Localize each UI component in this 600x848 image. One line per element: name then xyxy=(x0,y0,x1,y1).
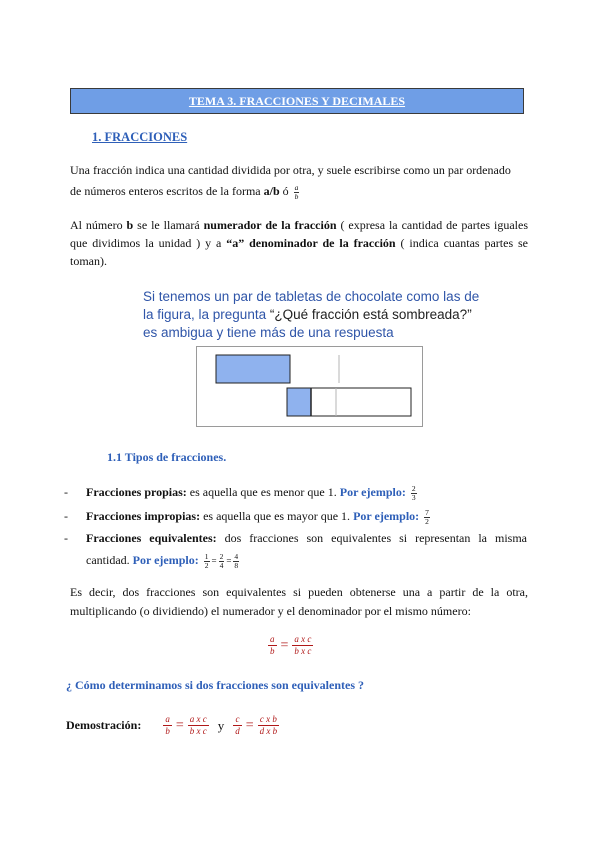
subsection-heading: 1.1 Tipos de fracciones. xyxy=(107,450,227,464)
demonstration: Demostración: $\frac{a}{b}$ = $\frac{\text{a x c}}{\text{b x c}}$ y $\frac{c}{d}$ = $\frac{\text{c x b}}{\text{d x b}}$ xyxy=(66,714,278,736)
form-ab: a/b xyxy=(263,184,280,198)
page-title: TEMA 3. FRACCIONES Y DECIMALES xyxy=(188,94,406,108)
fraction-a-b: $\frac{a}{b}$ xyxy=(294,182,299,201)
fraction-1-2: $\frac{1}{2}$ xyxy=(204,551,209,570)
definition-text: de números enteros escritos de la forma xyxy=(70,184,264,198)
top-bar-shaded xyxy=(216,355,290,383)
list-item-impropias: - Fracciones impropias: es aquella que es mayor que 1. Por ejemplo: $\frac{7}{2}$ xyxy=(64,507,429,526)
definition-line-1: Una fracción indica una cantidad dividida por otra, y suele escribirse como un par ordenado xyxy=(70,163,511,177)
fraction-2-4: $\frac{2}{4}$ xyxy=(219,551,224,570)
section-heading: 1. FRACCIONES xyxy=(92,130,188,144)
definition-line-2 xyxy=(70,181,530,202)
equivalence-formula: $\frac{a}{b}$ = $\frac{\text{a x c}}{\text{b x c}}$ xyxy=(270,634,312,656)
numerator-paragraph: Al número b se le llamará numerador de la fracción ( expresa la cantidad de partes iguales que dividimos la unidad ) y a “a” denominador de la fracción ( indica cuantas partes se toman). xyxy=(70,218,529,268)
list-item-equivalentes: - Fracciones equivalentes: dos fracciones son equivalentes si representan la misma cantidad. Por ejemplo: $\frac{1}{2}$ = $\frac{2}{4}$ = $\frac{4}{8}$ xyxy=(64,531,527,570)
chocolate-callout xyxy=(143,288,503,342)
list-item-propias: - Fracciones propias: es aquella que es menor que 1. Por ejemplo: $\frac{2}{3}$ xyxy=(64,483,416,502)
or-text: ó xyxy=(279,184,292,198)
callout-line-2: la figura, la pregunta “¿Qué fracción está sombreada?” xyxy=(143,307,472,322)
callout-line-3: es ambigua y tiene más de una respuesta xyxy=(143,325,394,340)
fraction-2-3: $\frac{2}{3}$ xyxy=(411,483,416,502)
chocolate-bars-figure xyxy=(196,346,426,428)
callout-question: “¿Qué fracción está sombreada?” xyxy=(269,307,472,322)
question-heading: ¿ Cómo determinamos si dos fracciones son equivalentes ? xyxy=(66,678,364,692)
conjunction-y: y xyxy=(217,717,225,733)
bottom-bar-shaded xyxy=(287,388,311,416)
definition-paragraph xyxy=(70,160,530,202)
title-bar xyxy=(70,88,524,114)
equivalence-paragraph: Es decir, dos fracciones son equivalentes si pueden obtenerse una a partir de la otra, multiplicando (o dividiendo) el numerador y el denominador por el mismo número: xyxy=(70,585,528,618)
callout-line-1: Si tenemos un par de tabletas de chocolate como las de xyxy=(143,289,480,304)
fraction-7-2: $\frac{7}{2}$ xyxy=(425,507,429,526)
fraction-4-8: $\frac{4}{8}$ xyxy=(234,551,239,570)
demo-label: Demostración: xyxy=(66,718,142,732)
